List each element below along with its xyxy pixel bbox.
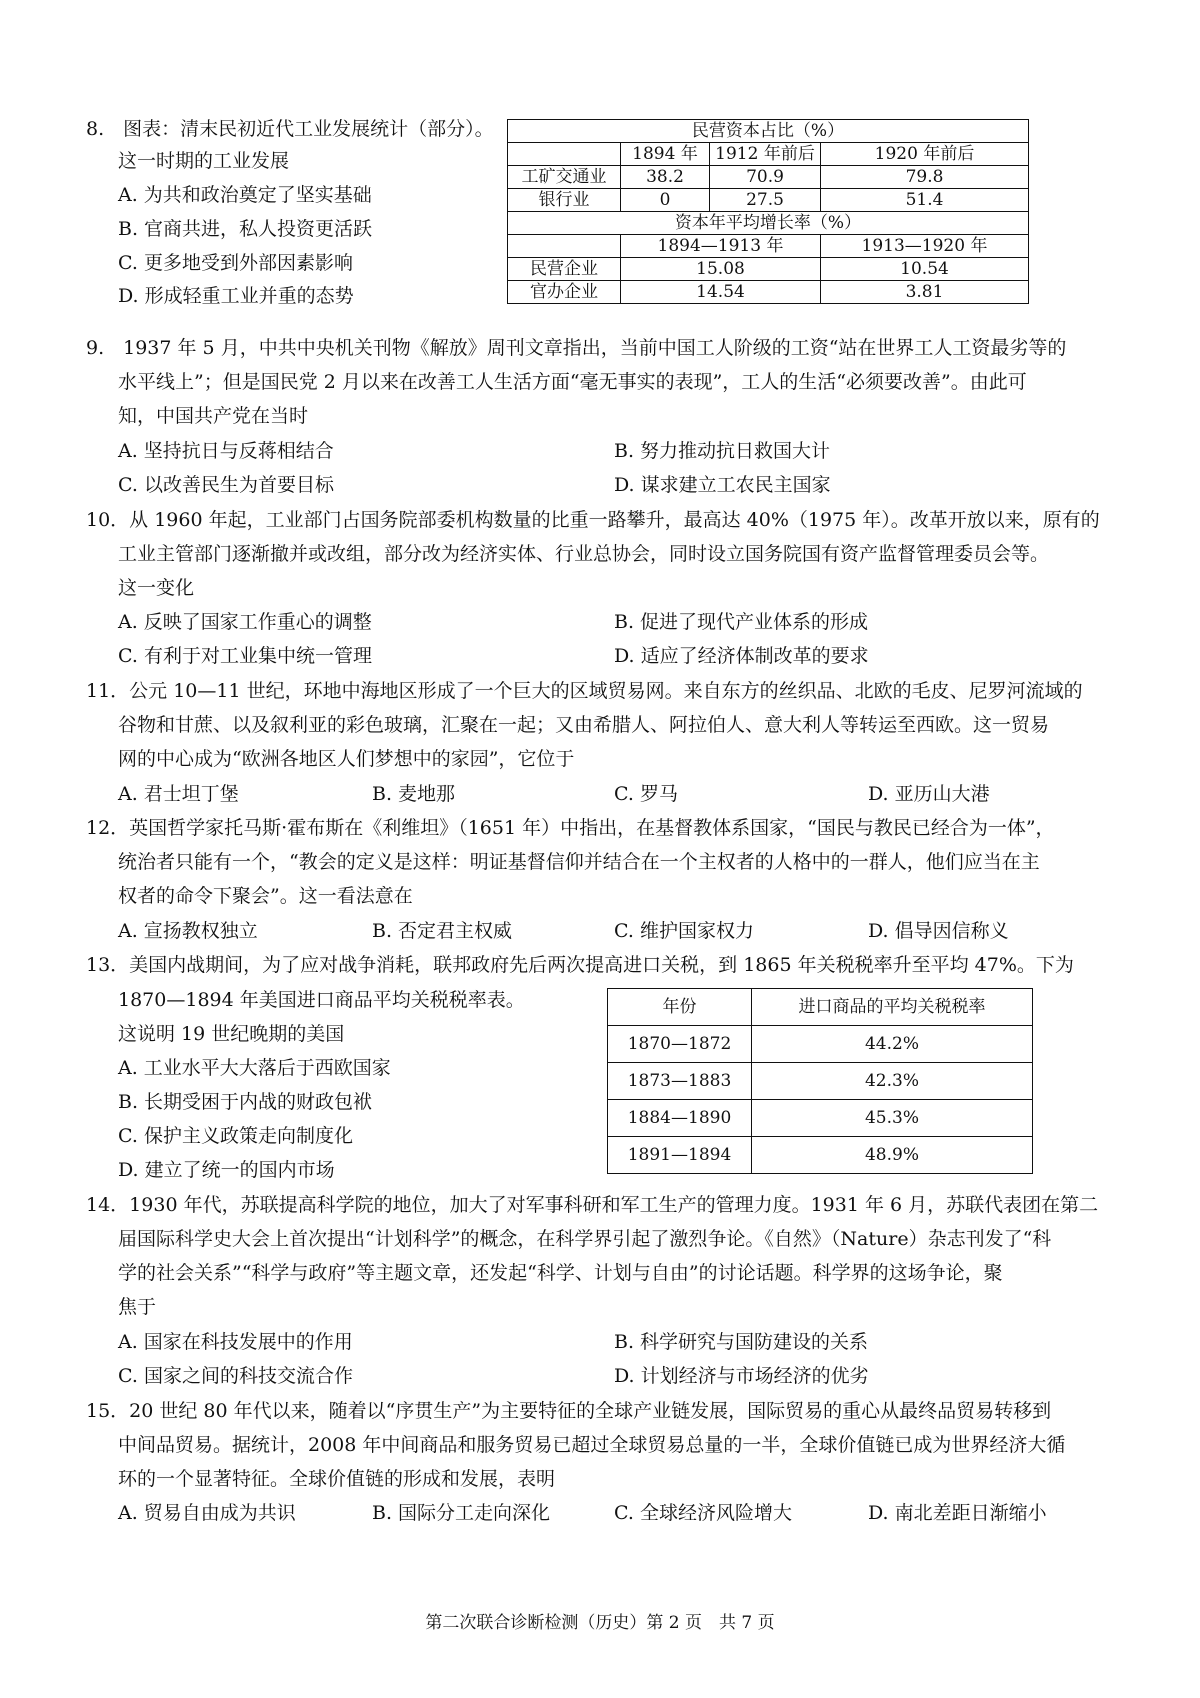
q12-stem: 权者的命令下聚会”。这一看法意在 xyxy=(118,885,413,907)
q8-table-cell: 银行业 xyxy=(508,189,621,212)
q8-option-a[interactable]: A. 为共和政治奠定了坚实基础 xyxy=(118,184,372,206)
q11-option-d[interactable]: D. 亚历山大港 xyxy=(868,783,990,805)
q8-table-year: 1912 年前后 xyxy=(710,143,821,166)
q12-stem: 12．英国哲学家托马斯·霍布斯在《利维坦》（1651 年）中指出，在基督教体系国家，“国民与教民已经合为一体”， xyxy=(86,817,1055,839)
q8-table-year: 1920 年前后 xyxy=(821,143,1029,166)
q12-option-d[interactable]: D. 倡导因信称义 xyxy=(868,920,1009,942)
q13-table-header: 年份 xyxy=(608,989,752,1026)
q13-table-cell: 1891—1894 xyxy=(608,1137,752,1174)
q8-table-cell: 79.8 xyxy=(821,166,1029,189)
q13-table-cell: 1884—1890 xyxy=(608,1100,752,1137)
q10-stem: 这一变化 xyxy=(118,577,195,599)
q8-table xyxy=(507,119,1029,304)
q13-table-header: 进口商品的平均关税税率 xyxy=(752,989,1033,1026)
q13-table-cell: 45.3% xyxy=(752,1100,1033,1137)
q9-option-a[interactable]: A. 坚持抗日与反蒋相结合 xyxy=(118,440,334,462)
q8-table-cell: 0 xyxy=(621,189,710,212)
page-footer: 第二次联合诊断检测（历史）第 2 页 共 7 页 xyxy=(425,1613,775,1633)
q13-stem: 13．美国内战期间，为了应对战争消耗，联邦政府先后两次提高进口关税，到 1865 年关税税率升至平均 47%。下为 xyxy=(86,954,1074,976)
q8-table-cell: 工矿交通业 xyxy=(508,166,621,189)
q8-table-period: 1913—1920 年 xyxy=(821,235,1029,258)
q14-stem: 焦于 xyxy=(118,1296,157,1318)
q12-option-a[interactable]: A. 宣扬教权独立 xyxy=(118,920,258,942)
q14-stem: 届国际科学史大会上首次提出“计划科学”的概念，在科学界引起了激烈争论。《自然》（Nature）杂志刊发了“科 xyxy=(118,1228,1052,1250)
q8-table-cell: 民营企业 xyxy=(508,258,621,281)
q8-table-cell: 3.81 xyxy=(821,281,1029,304)
q11-stem: 11．公元 10—11 世纪，环地中海地区形成了一个巨大的区域贸易网。来自东方的丝织品、北欧的毛皮、尼罗河流域的 xyxy=(86,680,1083,702)
q8-table-cell: 10.54 xyxy=(821,258,1029,281)
q13-tariff-table xyxy=(607,988,1033,1174)
q15-stem: 环的一个显著特征。全球价值链的形成和发展，表明 xyxy=(118,1468,556,1490)
q9-stem: 知，中国共产党在当时 xyxy=(118,405,309,427)
q11-option-a[interactable]: A. 君士坦丁堡 xyxy=(118,783,239,805)
q9-stem: 9. 1937 年 5 月，中共中央机关刊物《解放》周刊文章指出，当前中国工人阶级的工资“站在世界工人工资最劣等的 xyxy=(86,337,1067,359)
q13-option-c[interactable]: C. 保护主义政策走向制度化 xyxy=(118,1125,353,1147)
q14-option-a[interactable]: A. 国家在科技发展中的作用 xyxy=(118,1331,353,1353)
q13-table-cell: 1873—1883 xyxy=(608,1063,752,1100)
q15-option-c[interactable]: C. 全球经济风险增大 xyxy=(614,1502,792,1524)
q8-table-cell: 70.9 xyxy=(710,166,821,189)
q8-table-cell: 14.54 xyxy=(621,281,821,304)
q13-table-cell: 48.9% xyxy=(752,1137,1033,1174)
q10-stem: 10．从 1960 年起，工业部门占国务院部委机构数量的比重一路攀升，最高达 40%（1975 年）。改革开放以来，原有的 xyxy=(86,509,1100,531)
q8-stem-2: 这一时期的工业发展 xyxy=(118,150,290,172)
q11-stem: 谷物和甘蔗、以及叙利亚的彩色玻璃，汇聚在一起；又由希腊人、阿拉伯人、意大利人等转运至西欧。这一贸易 xyxy=(118,714,1050,736)
q10-stem: 工业主管部门逐渐撤并或改组，部分改为经济实体、行业总协会，同时设立国务院国有资产监督管理委员会等。 xyxy=(118,543,1050,565)
q13-stem: 1870—1894 年美国进口商品平均关税税率表。 xyxy=(118,989,525,1011)
q11-stem: 网的中心成为“欧洲各地区人们梦想中的家园”，它位于 xyxy=(118,748,575,770)
q9-option-b[interactable]: B. 努力推动抗日救国大计 xyxy=(614,440,831,462)
q13-stem: 这说明 19 世纪晚期的美国 xyxy=(118,1023,345,1045)
q8-table-period: 1894—1913 年 xyxy=(621,235,821,258)
q9-stem: 水平线上”；但是国民党 2 月以来在改善工人生活方面“毫无事实的表现”，工人的生活“必须要改善”。由此可 xyxy=(118,371,1027,393)
q8-option-b[interactable]: B. 官商共进，私人投资更活跃 xyxy=(118,218,373,240)
q8-table-title-2: 资本年平均增长率（%） xyxy=(508,212,1029,235)
q12-option-b[interactable]: B. 否定君主权威 xyxy=(372,920,513,942)
q14-stem: 学的社会关系”“科学与政府”等主题文章，还发起“科学、计划与自由”的讨论话题。科学界的这场争论，聚 xyxy=(118,1262,1003,1284)
q14-option-b[interactable]: B. 科学研究与国防建设的关系 xyxy=(614,1331,869,1353)
q15-stem: 中间品贸易。据统计，2008 年中间商品和服务贸易已超过全球贸易总量的一半，全球价值链已成为世界经济大循 xyxy=(118,1434,1066,1456)
q8-option-c[interactable]: C. 更多地受到外部因素影响 xyxy=(118,252,353,274)
q8-table-cell: 27.5 xyxy=(710,189,821,212)
q11-option-b[interactable]: B. 麦地那 xyxy=(372,783,456,805)
q14-stem: 14．1930 年代，苏联提高科学院的地位，加大了对军事科研和军工生产的管理力度。1931 年 6 月，苏联代表团在第二 xyxy=(86,1194,1099,1216)
q10-option-d[interactable]: D. 适应了经济体制改革的要求 xyxy=(614,645,869,667)
q9-option-d[interactable]: D. 谋求建立工农民主国家 xyxy=(614,474,831,496)
q12-option-c[interactable]: C. 维护国家权力 xyxy=(614,920,754,942)
q13-table-cell: 42.3% xyxy=(752,1063,1033,1100)
q8-option-d[interactable]: D. 形成轻重工业并重的态势 xyxy=(118,285,354,307)
q8-table-cell: 38.2 xyxy=(621,166,710,189)
q13-option-d[interactable]: D. 建立了统一的国内市场 xyxy=(118,1159,335,1181)
q8-table-year: 1894 年 xyxy=(621,143,710,166)
q13-table-cell: 44.2% xyxy=(752,1026,1033,1063)
q15-stem: 15．20 世纪 80 年代以来，随着以“序贯生产”为主要特征的全球产业链发展，国际贸易的重心从最终品贸易转移到 xyxy=(86,1400,1052,1422)
q8-table-cell: 官办企业 xyxy=(508,281,621,304)
q8-stem: 8. 图表：清末民初近代工业发展统计（部分）。 xyxy=(86,118,494,140)
q10-option-b[interactable]: B. 促进了现代产业体系的形成 xyxy=(614,611,869,633)
q8-table-title-1: 民营资本占比（%） xyxy=(508,120,1029,143)
q14-option-c[interactable]: C. 国家之间的科技交流合作 xyxy=(118,1365,353,1387)
q15-option-a[interactable]: A. 贸易自由成为共识 xyxy=(118,1502,296,1524)
q10-option-c[interactable]: C. 有利于对工业集中统一管理 xyxy=(118,645,372,667)
q8-table-cell: 51.4 xyxy=(821,189,1029,212)
q10-option-a[interactable]: A. 反映了国家工作重心的调整 xyxy=(118,611,372,633)
q9-option-c[interactable]: C. 以改善民生为首要目标 xyxy=(118,474,334,496)
q15-option-b[interactable]: B. 国际分工走向深化 xyxy=(372,1502,551,1524)
q13-option-a[interactable]: A. 工业水平大大落后于西欧国家 xyxy=(118,1057,391,1079)
q11-option-c[interactable]: C. 罗马 xyxy=(614,783,678,805)
q12-stem: 统治者只能有一个，“教会的定义是这样：明证基督信仰并结合在一个主权者的人格中的一群人，他们应当在主 xyxy=(118,851,1040,873)
q14-option-d[interactable]: D. 计划经济与市场经济的优劣 xyxy=(614,1365,869,1387)
q8-table-cell: 15.08 xyxy=(621,258,821,281)
q13-option-b[interactable]: B. 长期受困于内战的财政包袱 xyxy=(118,1091,373,1113)
q13-table-cell: 1870—1872 xyxy=(608,1026,752,1063)
q15-option-d[interactable]: D. 南北差距日渐缩小 xyxy=(868,1502,1047,1524)
